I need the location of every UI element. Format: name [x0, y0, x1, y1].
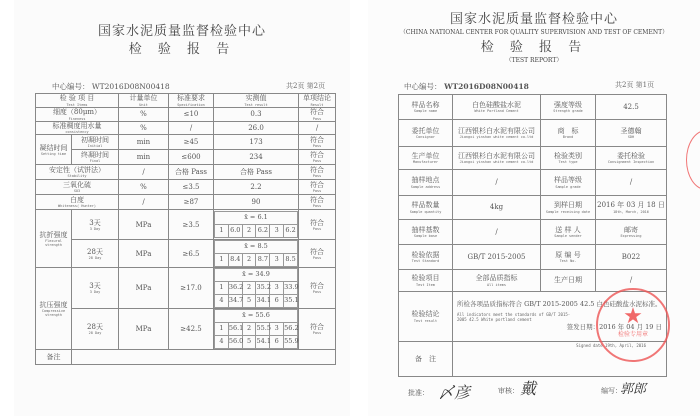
table-cell: 凝结时间 Setting time	[36, 135, 72, 165]
table-cell: 标准稠度用水量 consistency	[36, 122, 119, 135]
table-cell: 单项结论 Result	[299, 94, 336, 108]
table-cell	[214, 210, 299, 240]
table-cell: 8.5	[284, 254, 298, 267]
report-page-2	[14, 0, 350, 416]
table-cell: 34.1	[256, 295, 270, 308]
table-cell: 2	[242, 225, 256, 238]
table-cell: 3	[270, 282, 284, 295]
table-row	[36, 122, 336, 135]
center-title: 国家水泥质量监督检验中心	[449, 12, 618, 27]
report-title: 检 验 报 告	[128, 42, 236, 57]
table-cell: /	[169, 122, 214, 135]
table-cell	[72, 350, 336, 365]
table-cell: 抽样地点 Sample address	[399, 170, 453, 196]
table-cell: 35.2	[256, 282, 270, 295]
report-title: 检 验 报 告	[480, 40, 588, 55]
table-cell	[215, 269, 298, 282]
table-cell: 所检各项品质指标符合 GB/T 2015-2005 42.5 白色硅酸盐水泥标准。 All indicators meet the standards of GB/T 2015-2005 42.5 White portland cement 签发日期：2016 年 04 月 19 日	[453, 292, 667, 342]
table-cell: /	[299, 122, 336, 135]
table-cell	[214, 309, 298, 349]
table-cell: 合格 Pass	[214, 165, 299, 180]
table-cell: 到样日期 Sample receiving date	[541, 196, 596, 220]
table-cell: 8.7	[256, 254, 270, 267]
table-cell	[215, 212, 298, 225]
table-cell: 原 编 号 Test No.	[541, 245, 596, 270]
table-cell: 委托检验 Consignment Inspection	[596, 147, 667, 170]
table-cell: 4	[215, 295, 229, 308]
flexural-28d-row	[36, 240, 336, 268]
table-cell: 2	[242, 282, 256, 295]
table-cell	[215, 336, 298, 349]
test-results-table	[35, 93, 336, 365]
table-cell: 2.2	[214, 180, 299, 195]
table-cell: %	[119, 122, 169, 135]
table-cell: 计量单位 Unit	[119, 94, 169, 108]
table-cell: 8.4	[228, 254, 242, 267]
table-cell: 4kg	[453, 196, 541, 220]
table-cell: 1	[215, 282, 229, 295]
table-cell: 36.2	[228, 282, 242, 295]
table-cell: 符合 Pass	[299, 268, 336, 309]
table-header	[36, 94, 336, 108]
table-row	[36, 180, 336, 195]
table-cell: /	[596, 170, 667, 196]
table-cell: 三氧化硫 SO3	[36, 180, 119, 195]
table-cell: /	[596, 270, 667, 292]
table-cell: %	[119, 180, 169, 195]
table-cell: ≤3.5	[169, 180, 214, 195]
table-row	[36, 108, 336, 122]
star-icon: ★	[623, 304, 643, 329]
table-cell: /	[119, 165, 169, 180]
approver-signature: 〆彦	[438, 383, 471, 402]
table-row	[399, 220, 667, 245]
table-cell: 56.0	[228, 336, 242, 349]
compiler-signature: 郭郎	[620, 382, 647, 397]
table-cell	[214, 309, 299, 350]
table-cell: 3天 3 Day	[72, 268, 119, 309]
compressive-3d-row	[36, 268, 336, 309]
compiler-label: 编写：	[601, 387, 622, 395]
table-cell: ≤600	[169, 150, 214, 165]
table-cell: 符合 Pass	[299, 135, 336, 150]
center-title: 国家水泥质量监督检验中心	[97, 24, 266, 39]
table-cell: 白色硅酸盐水泥 White Portland Cement	[453, 95, 541, 120]
table-cell: 26.0	[214, 122, 299, 135]
table-cell: 3	[270, 225, 284, 238]
reviewer-signature: 戴	[520, 379, 537, 398]
table-cell: 35.1	[284, 295, 298, 308]
table-row	[399, 170, 667, 196]
table-cell: 实测值 Test result	[214, 94, 299, 108]
table-cell	[215, 254, 298, 267]
table-cell: GB/T 2015-2005	[453, 245, 541, 270]
table-cell: 符合 Pass	[299, 309, 336, 350]
table-cell: 白度 Whiteness( Hunter)	[36, 195, 119, 210]
table-row	[36, 135, 336, 150]
table-cell: 符合 Pass	[299, 195, 336, 210]
table-cell: 细度（80μm） Fineness	[36, 108, 119, 122]
table-cell: ≥87	[169, 195, 214, 210]
table-cell: ≥6.5	[169, 240, 214, 268]
table-cell: Signed date 19th, April, 2016	[453, 342, 667, 377]
table-cell: 2016 年 03 月 18 日 18th, March, 2016	[596, 196, 667, 220]
table-cell: /	[119, 195, 169, 210]
compressive-28d-row	[36, 309, 336, 350]
table-cell: 抗压强度 Compressive strength	[36, 268, 72, 350]
table-cell: 42.5	[596, 95, 667, 120]
table-cell: B022	[596, 245, 667, 270]
table-cell: 6.0	[228, 225, 242, 238]
report-title-en: （TEST REPORT）	[505, 57, 563, 64]
table-cell: 抗折强度 Flexural strength	[36, 210, 72, 268]
table-row	[399, 196, 667, 220]
table-row	[399, 95, 667, 120]
table-cell: 检验类别 Test type	[541, 147, 596, 170]
table-cell: 6	[270, 336, 284, 349]
table-cell	[214, 240, 299, 268]
table-cell: ≥17.0	[169, 268, 214, 309]
table-cell: 2	[242, 323, 256, 336]
table-cell: 4	[215, 336, 229, 349]
table-cell: min	[119, 135, 169, 150]
table-cell: 检验依据 Test Standard	[399, 245, 453, 270]
table-cell: 5	[242, 336, 256, 349]
table-cell: MPa	[119, 309, 169, 350]
table-cell: 样品数量 Sample quantity	[399, 196, 453, 220]
table-cell: /	[453, 220, 541, 245]
table-cell: 符合 Pass	[299, 150, 336, 165]
table-cell: 5	[242, 295, 256, 308]
table-cell: 55.9	[284, 336, 298, 349]
approver-label: 批准：	[408, 389, 429, 397]
table-cell: 江西银杉白水泥有限公司 Jiangxi yinshan white cement co.ltd	[453, 120, 541, 147]
table-cell: 生产日期	[541, 270, 596, 292]
table-cell: x̄ = 34.9	[215, 269, 298, 282]
table-cell: 检验结论 Test result	[399, 292, 453, 342]
reviewer-label: 审核：	[498, 387, 519, 395]
table-cell: 委托单位 Consignor	[399, 120, 453, 147]
table-cell: 34.7	[228, 295, 242, 308]
table-cell: 检验项目 Test Item	[399, 270, 453, 292]
table-row	[399, 245, 667, 270]
table-cell: 合格 Pass	[169, 165, 214, 180]
table-cell: 样品等级 Sample grade	[541, 170, 596, 196]
table-cell: ≥42.5	[169, 309, 214, 350]
table-cell: 28天 28 Day	[72, 240, 119, 268]
table-cell: 2	[242, 254, 256, 267]
table-cell: 0.3	[214, 108, 299, 122]
table-cell: 56.2	[284, 323, 298, 336]
table-cell: /	[453, 170, 541, 196]
table-cell: 圣德翰 SDH	[596, 120, 667, 147]
table-cell: 抽样基数 Sample base	[399, 220, 453, 245]
report-page-1	[368, 0, 700, 416]
table-cell: 送 样 人 Sample sender	[541, 220, 596, 245]
table-row	[36, 150, 336, 165]
center-number: 中心编号： WT2016D08N00418	[52, 82, 170, 91]
official-seal: ★ 检验专用章	[596, 288, 670, 362]
table-cell: MPa	[119, 210, 169, 240]
table-cell: 28天 28 Day	[72, 309, 119, 350]
table-cell: 90	[214, 195, 299, 210]
table-cell: x̄ = 6.1	[215, 212, 298, 225]
table-row	[36, 165, 336, 180]
table-cell: 样品名称 Sample name	[399, 95, 453, 120]
table-row	[399, 120, 667, 147]
table-cell: 安定性（试饼法） Stability	[36, 165, 119, 180]
table-cell: 强度等级 Strength grade	[541, 95, 596, 120]
table-cell: 1	[215, 323, 229, 336]
table-cell	[215, 225, 298, 238]
table-cell: 234	[214, 150, 299, 165]
table-cell: 生产单位 Manufacturer	[399, 147, 453, 170]
table-cell: 1	[215, 225, 229, 238]
table-cell	[214, 240, 298, 267]
table-cell: 173	[214, 135, 299, 150]
table-cell: 符合 Pass	[299, 210, 336, 240]
table-cell: 商 标 Brand	[541, 120, 596, 147]
table-cell	[214, 268, 299, 309]
table-cell: MPa	[119, 268, 169, 309]
table-cell: 终凝时间 Final	[72, 150, 119, 165]
table-cell: min	[119, 150, 169, 165]
table-cell: ≥45	[169, 135, 214, 150]
table-cell	[215, 310, 298, 323]
table-cell: 邮寄 Expressing	[596, 220, 667, 245]
table-cell: 符合 Pass	[299, 180, 336, 195]
table-cell: MPa	[119, 240, 169, 268]
table-cell: x̄ = 55.6	[215, 310, 298, 323]
table-cell: 3天 3 Day	[72, 210, 119, 240]
table-cell	[214, 211, 298, 238]
table-cell	[215, 295, 298, 308]
table-cell	[214, 268, 298, 308]
table-cell: 备注	[36, 350, 72, 365]
center-number: 中心编号： WT2016D08N00418	[404, 82, 529, 91]
table-cell: 符合 Pass	[299, 165, 336, 180]
table-cell: 6.2	[284, 225, 298, 238]
table-cell: 55.5	[256, 323, 270, 336]
table-cell: 33.9	[284, 282, 298, 295]
table-cell: 备 注	[399, 342, 453, 377]
flexural-3d-row	[36, 210, 336, 240]
table-cell: 符合 Pass	[299, 240, 336, 268]
table-cell: 3	[270, 323, 284, 336]
table-row	[399, 147, 667, 170]
table-cell: 全部品质指标 All items	[453, 270, 541, 292]
table-cell: 56.1	[228, 323, 242, 336]
table-cell: 54.1	[256, 336, 270, 349]
page-info: 共2页 第1页	[615, 81, 655, 89]
table-cell: 江西银杉白水泥有限公司 Jiangxi yinshan white cement co.ltd	[453, 147, 541, 170]
notes-row	[36, 350, 336, 365]
table-cell: 初凝时间 Initial	[72, 135, 119, 150]
table-cell	[215, 282, 298, 295]
table-cell: 1	[215, 254, 229, 267]
table-cell: x̄ = 8.5	[215, 241, 298, 254]
table-cell: 符合 Pass	[299, 108, 336, 122]
table-cell: %	[119, 108, 169, 122]
table-cell: 3	[270, 254, 284, 267]
table-row	[36, 195, 336, 210]
table-cell	[215, 323, 298, 336]
table-cell: 6.2	[256, 225, 270, 238]
table-cell: ≥3.5	[169, 210, 214, 240]
table-cell: ≤10	[169, 108, 214, 122]
partial-seal	[686, 130, 700, 190]
page-info: 共2页 第2页	[286, 82, 326, 90]
table-cell: 6	[270, 295, 284, 308]
center-title-en: （CHINA NATIONAL CENTER FOR QUALITY SUPERVISION AND TEST OF CEMENT）	[399, 29, 669, 36]
table-cell: 检 验 项 目 Test Items	[36, 94, 119, 108]
table-cell: 标准要求 Specification	[169, 94, 214, 108]
table-cell	[215, 241, 298, 254]
